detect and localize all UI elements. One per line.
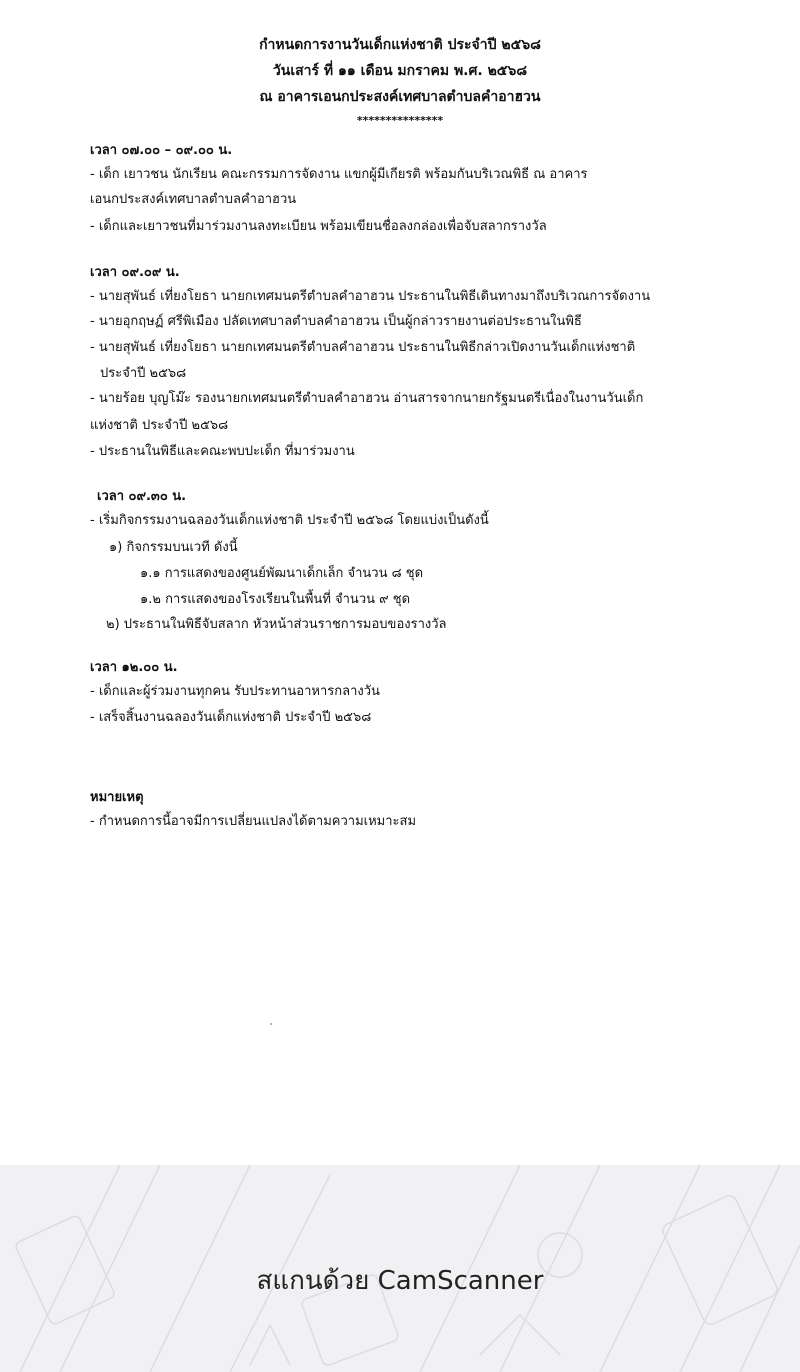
- title-separator: ***************: [356, 114, 444, 127]
- camscanner-caption: สแกนด้วย CamScanner: [256, 1266, 544, 1296]
- schedule-line: ๑) กิจกรรมบนเวที ดังนี้: [109, 540, 238, 555]
- document-title: กำหนดการงานวันเด็กแห่งชาติ ประจำปี ๒๕๖๘: [259, 37, 541, 53]
- time-heading: เวลา ๐๙.๓๐ น.: [97, 489, 187, 504]
- document-date: วันเสาร์ ที่ ๑๑ เดือน มกราคม พ.ศ. ๒๕๖๘: [272, 63, 528, 79]
- schedule-line: เอนกประสงค์เทศบาลตำบลคำอาฮวน: [90, 192, 297, 207]
- schedule-line: - นายอุกฤษฏ์ ศรีพิเมือง ปลัดเทศบาลตำบลคำอาฮวน เป็นผู้กล่าวรายงานต่อประธานในพิธี: [90, 314, 582, 329]
- time-heading: เวลา ๑๒.๐๐ น.: [90, 660, 178, 675]
- schedule-line: - เด็ก เยาวชน นักเรียน คณะกรรมการจัดงาน แขกผู้มีเกียรติ พร้อมกันบริเวณพิธี ณ อาคาร: [90, 167, 588, 182]
- document-venue: ณ อาคารเอนกประสงค์เทศบาลตำบลคำอาฮวน: [259, 89, 541, 105]
- schedule-line: - ประธานในพิธีและคณะพบปะเด็ก ที่มาร่วมงาน: [90, 444, 355, 459]
- note-title: หมายเหตุ: [90, 790, 144, 805]
- scan-speck: [270, 1023, 272, 1025]
- schedule-line: - นายสุพันธ์ เที่ยงโยธา นายกเทศมนตรีตำบลคำอาฮวน ประธานในพิธีเดินทางมาถึงบริเวณการจัดงาน: [90, 289, 651, 304]
- schedule-line: - เริ่มกิจกรรมงานฉลองวันเด็กแห่งชาติ ประจำปี ๒๕๖๘ โดยแบ่งเป็นดังนี้: [90, 513, 489, 528]
- schedule-line: ประจำปี ๒๕๖๘: [100, 366, 187, 381]
- schedule-line: ๑.๒ การแสดงของโรงเรียนในพื้นที่ จำนวน ๙ ชุด: [140, 592, 411, 607]
- time-heading: เวลา ๐๙.๐๙ น.: [90, 265, 180, 280]
- note-text: - กำหนดการนี้อาจมีการเปลี่ยนแปลงได้ตามความเหมาะสม: [90, 814, 417, 829]
- time-heading: เวลา ๐๗.๐๐ – ๐๙.๐๐ น.: [90, 143, 233, 158]
- schedule-line: แห่งชาติ ประจำปี ๒๕๖๘: [90, 418, 229, 433]
- schedule-line: - นายสุพันธ์ เที่ยงโยธา นายกเทศมนตรีตำบลคำอาฮวน ประธานในพิธีกล่าวเปิดงานวันเด็กแห่งชาติ: [90, 340, 636, 355]
- schedule-line: ๒) ประธานในพิธีจับสลาก หัวหน้าส่วนราชการมอบของรางวัล: [106, 617, 447, 632]
- schedule-line: ๑.๑ การแสดงของศูนย์พัฒนาเด็กเล็ก จำนวน ๘ ชุด: [140, 566, 424, 581]
- schedule-line: - เสร็จสิ้นงานฉลองวันเด็กแห่งชาติ ประจำปี ๒๕๖๘: [90, 710, 372, 725]
- schedule-line: - เด็กและผู้ร่วมงานทุกคน รับประทานอาหารกลางวัน: [90, 684, 380, 699]
- schedule-line: - เด็กและเยาวชนที่มาร่วมงานลงทะเบียน พร้อมเขียนชื่อลงกล่องเพื่อจับสลากรางวัล: [90, 219, 547, 234]
- schedule-line: - นายร้อย บุญโม๊ะ รองนายกเทศมนตรีตำบลคำอาฮวน อ่านสารจากนายกรัฐมนตรีเนื่องในงานวันเด็ก: [90, 391, 644, 406]
